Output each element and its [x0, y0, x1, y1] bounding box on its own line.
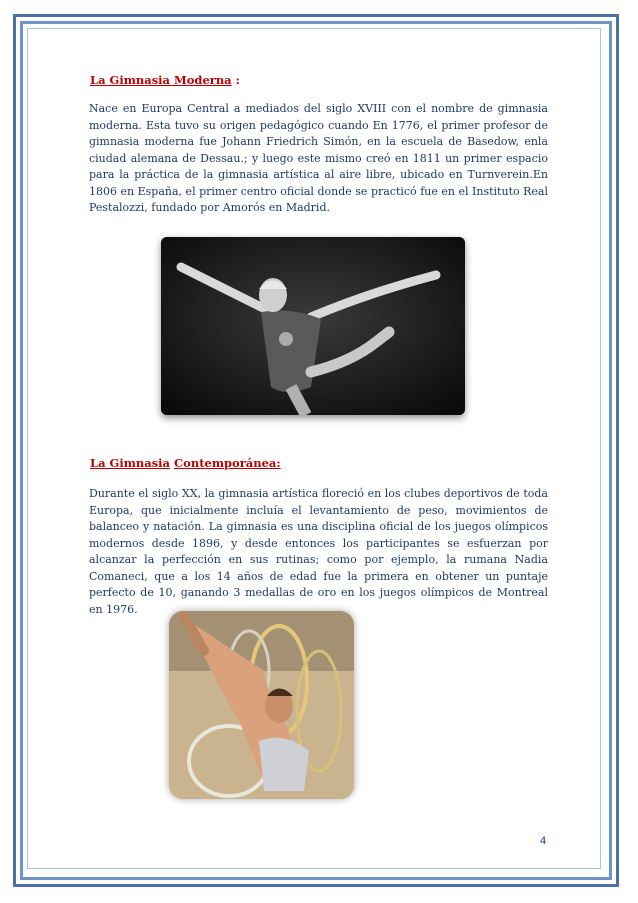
section-heading-moderna — [90, 73, 240, 87]
rhythmic-gymnastics-photo — [169, 611, 354, 799]
heading-suffix: : — [231, 73, 240, 87]
heading-text: La Gimnasia Moderna — [90, 73, 232, 87]
paragraph-contemporanea: Durante el siglo XX, la gimnasia artística floreció en los clubes deportivos de toda Europa, que inicialmente incluía el levantamiento de peso, movimientos de balanceo y natación. La gimnasia es una disciplina oficial de los juegos olímpicos modernos desde 1896, y desde entonces los participantes se esfuerzan por alcanzar la perfección en sus rutinas; como por ejemplo, la rumana Nadia Comaneci, que a los 14 años de edad fue la primera en obtener un puntaje perfecto de 10, ganando 3 medallas de oro en los juegos olímpicos de Montreal en 1976. — [89, 487, 548, 616]
heading-text-part1: La Gimnasia — [90, 456, 171, 470]
heading-text-part2: Contemporánea: — [174, 456, 281, 470]
gymnast-beam-photo — [161, 237, 465, 415]
gymnast-beam-illustration — [161, 237, 465, 415]
rhythmic-gymnast-illustration — [169, 611, 354, 799]
page-number: 4 — [540, 835, 547, 847]
paragraph-moderna: Nace en Europa Central a mediados del siglo XVIII con el nombre de gimnasia moderna. Esta tuvo su origen pedagógico cuando En 1776, el primer profesor de gimnasia moderna fue Johann Friedrich Simón, en la escuela de Basedow, enla ciudad alemana de Dessau.; y luego este mismo creó en 1811 un primer espacio para la práctica de la gimnasia artística al aire libre, ubicado en Turnverein.En 1806 en España, el primer centro oficial donde se practicó fue en el Instituto Real Pestalozzi, fundado por Amorós en Madrid. — [89, 102, 548, 214]
section-heading-contemporanea — [90, 456, 281, 470]
